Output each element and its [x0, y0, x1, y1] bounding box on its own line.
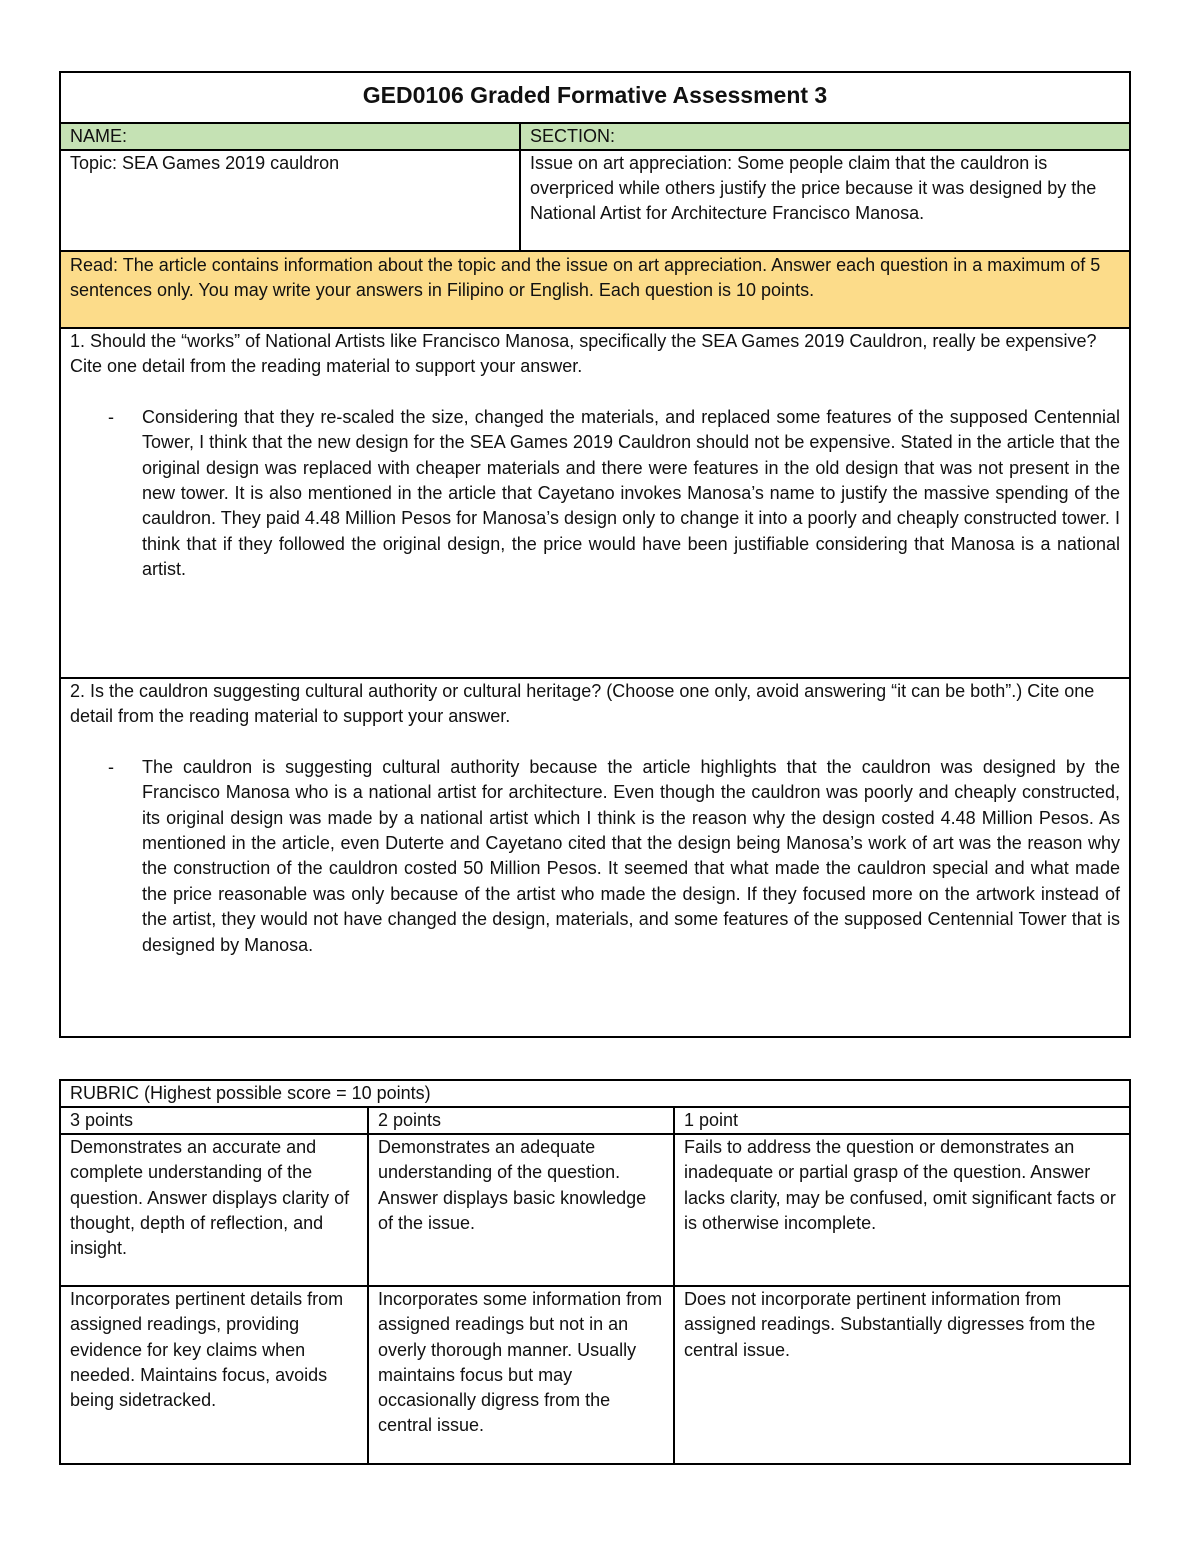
answer-1-text: Considering that they re-scaled the size, changed the materials, and replaced some features of the supposed Centennial Tower, I think that the new design for the SEA Games 2019 Cauldron should not be expensive. Stated in the article that the original design was replaced with cheaper materials and there were features in the old design that was not present in the new tower. It is also mentioned in the article that Cayetano invokes Manosa’s name to justify the massive spending of the cauldron. They paid 4.48 Million Pesos for Manosa’s design only to change it into a poorly and cheaply constructed tower. I think that if they followed the original design, the price would have been justifiable considering that Manosa is a national artist. [142, 406, 1120, 580]
assessment-table [59, 71, 1131, 1038]
answer-2-bullet: - [108, 756, 114, 777]
rubric-points-3: 3 points [70, 1110, 134, 1130]
rubric-points-row [61, 1108, 1129, 1135]
answer-1-bullet: - [108, 406, 114, 427]
answer-1 [70, 405, 1120, 583]
name-label: NAME: [70, 126, 128, 146]
rubric-cell: Incorporates some information from assigned readings but not in an overly thorough manner. Usually maintains focus but may occasionally digress from the central issue. [367, 1287, 673, 1463]
rubric-row-readings [61, 1287, 1129, 1463]
read-instructions: Read: The article contains information about the topic and the issue on art appreciation. Answer each question in a maximum of 5 sentences only. You may write your answers in Filipino or English. Each question is 10 points. [61, 252, 1129, 329]
question-2-block [61, 679, 1129, 1034]
rubric-row-understanding [61, 1135, 1129, 1287]
issue-text: Issue on art appreciation: Some people claim that the cauldron is overpriced while others justify the price because it was designed by the National Artist for Architecture Francisco Manosa. [519, 151, 1129, 250]
rubric-heading: RUBRIC (Highest possible score = 10 points) [61, 1081, 1129, 1108]
topic-text: Topic: SEA Games 2019 cauldron [70, 153, 340, 173]
answer-2 [70, 755, 1120, 958]
rubric-table [59, 1079, 1131, 1465]
rubric-cell: Demonstrates an accurate and complete understanding of the question. Answer displays clarity of thought, depth of reflection, and insight. [70, 1137, 350, 1259]
rubric-cell: Incorporates pertinent details from assigned readings, providing evidence for key claims when needed. Maintains focus, avoids being sidetracked. [70, 1289, 344, 1411]
answer-2-text: The cauldron is suggesting cultural authority because the article highlights that the cauldron was designed by the Francisco Manosa who is a national artist for architecture. Even though the cauldron was poorly and cheaply constructed, its original design was made by a national artist which I think is the reason why the design costed 4.48 Million Pesos. As mentioned in the article, even Duterte and Cayetano cited that the design being Manosa’s work of art was the reason why the construction of the cauldron costed 50 Million Pesos. It seemed that what made the cauldron special and what made the price reasonable was only because of the artist who made the design. If they focused more on the artwork instead of the artist, they would not have changed the design, materials, and some features of the supposed Centennial Tower that is designed by Manosa. [142, 756, 1120, 955]
question-1-block [61, 329, 1129, 679]
header-row [61, 124, 1129, 151]
question-1-text: 1. Should the “works” of National Artists like Francisco Manosa, specifically the SEA Games 2019 Cauldron, really be expensive? Cite one detail from the reading material to support your answer. [70, 331, 1097, 377]
rubric-cell: Demonstrates an adequate understanding of the question. Answer displays basic knowledge of the issue. [367, 1135, 673, 1285]
rubric-points-1: 1 point [673, 1108, 1129, 1133]
topic-row [61, 151, 1129, 252]
rubric-cell: Fails to address the question or demonstrates an inadequate or partial grasp of the question. Answer lacks clarity, may be confused, omit significant facts or is otherwise incomplete. [673, 1135, 1129, 1285]
rubric-cell: Does not incorporate pertinent information from assigned readings. Substantially digresses from the central issue. [673, 1287, 1129, 1463]
section-label: SECTION: [519, 124, 1129, 149]
rubric-points-2: 2 points [367, 1108, 673, 1133]
document-title: GED0106 Graded Formative Assessment 3 [61, 73, 1129, 124]
question-2-text: 2. Is the cauldron suggesting cultural authority or cultural heritage? (Choose one only, avoid answering “it can be both”.) Cite one detail from the reading material to support your answer. [70, 681, 1095, 727]
